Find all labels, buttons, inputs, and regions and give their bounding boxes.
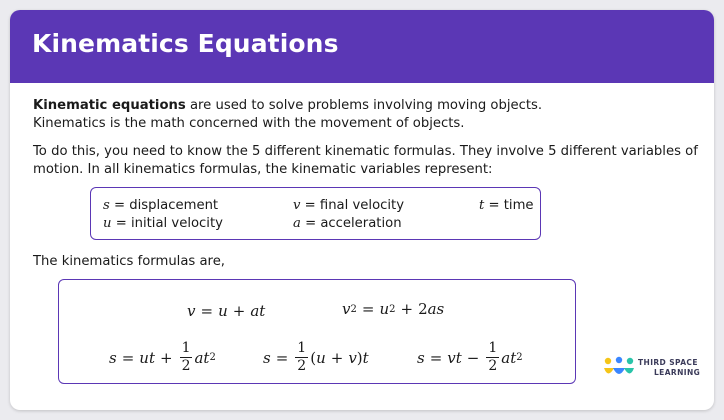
intro-line1-rest: are used to solve problems involving moving objects. (185, 98, 543, 113)
formula-1: v = u + at (187, 302, 266, 320)
lesson-card (10, 10, 714, 410)
header-bar (10, 10, 714, 83)
logo-mark-icon (602, 355, 636, 381)
formula-5: s = vt − $\frac{1}{2}$ at 2 (417, 340, 523, 374)
explanation-paragraph: To do this, you need to know the 5 different kinematic formulas. They involve 5 different variables of motion. In all kinematics formulas, the kinematic variables represent: (33, 144, 698, 177)
variable-s: s = displacement (103, 198, 219, 213)
third-space-learning-logo (602, 355, 714, 383)
page-title: Kinematics Equations (32, 29, 339, 58)
formula-3: s = ut + $\frac{1}{2}$ at 2 (109, 340, 216, 374)
variable-v: v = final velocity (293, 198, 405, 213)
formula-4: s = $\frac{1}{2}$ ( u + v ) t (263, 340, 369, 374)
variable-u: u = initial velocity (103, 216, 223, 231)
logo-text: THIRD SPACE LEARNING (638, 358, 701, 377)
formulas-intro: The kinematics formulas are, (33, 254, 225, 269)
variables-box (90, 187, 541, 240)
intro-bold-term: Kinematic equations (33, 98, 186, 113)
variable-a: a = acceleration (293, 216, 402, 231)
intro-line2: Kinematics is the math concerned with the movement of objects. (33, 116, 465, 131)
formula-2: v 2 = u 2 + 2 as (342, 300, 445, 318)
intro-paragraph (33, 97, 703, 133)
variable-t: t = time (479, 198, 534, 213)
formulas-box (58, 279, 576, 384)
